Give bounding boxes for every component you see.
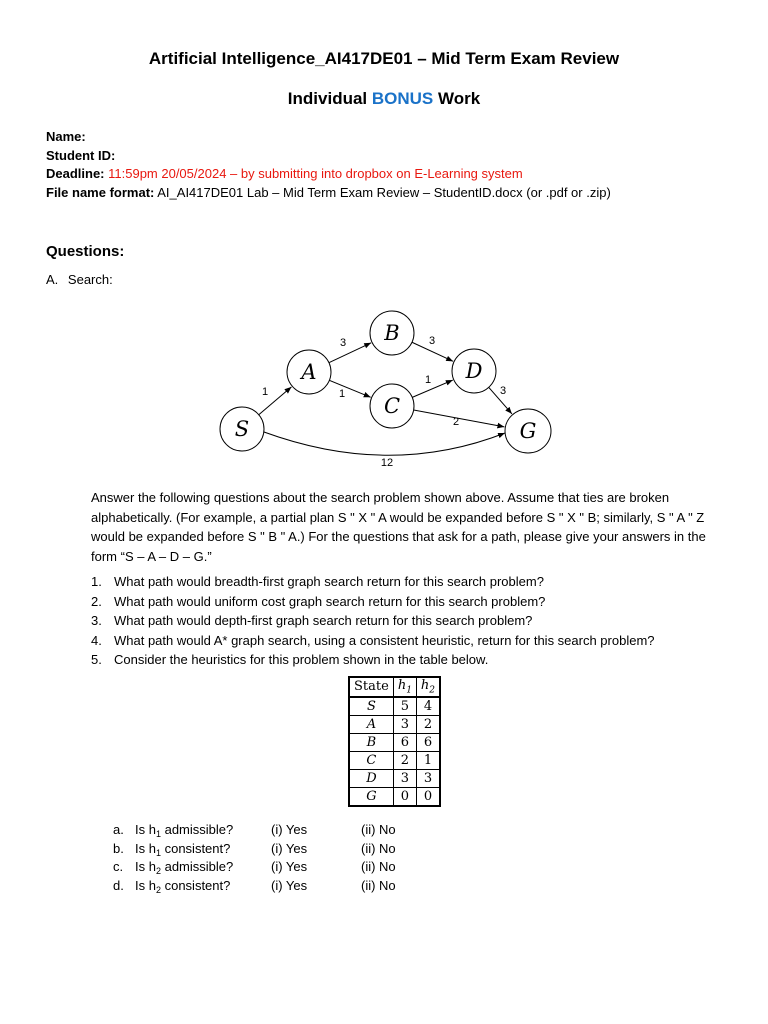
table-cell-value: 6 <box>416 733 440 751</box>
search-graph <box>0 0 768 500</box>
table-cell-state: C <box>349 751 393 769</box>
sub-question-pre: Is h <box>135 840 156 856</box>
node-label: G <box>519 419 537 443</box>
question-number: 5. <box>91 652 102 667</box>
graph-node-s <box>220 407 264 451</box>
edge-cost-label: 1 <box>338 388 346 400</box>
sub-question-post: consistent? <box>160 840 231 856</box>
sub-question-post: consistent? <box>160 877 231 893</box>
node-label: C <box>383 394 401 418</box>
table-row <box>349 733 440 751</box>
graph-edge-a-c <box>329 380 370 397</box>
filename-value: AI_AI417DE01 Lab – Mid Term Exam Review – StudentID.docx (or .pdf or .zip) <box>154 184 611 200</box>
sub-question-letter: d. <box>113 877 124 893</box>
graph-node-a <box>287 350 331 394</box>
list-item <box>91 631 731 651</box>
sub-question-pre: Is h <box>135 859 156 874</box>
edge-cost-label: 12 <box>380 457 394 469</box>
sub-question <box>113 841 421 860</box>
option-yes: (i) Yes <box>271 840 308 856</box>
table-cell-value: 5 <box>393 697 416 716</box>
subtitle-post: Work <box>433 89 481 108</box>
edge-cost-label: 1 <box>424 374 432 386</box>
subtitle-pre: Individual <box>287 89 372 108</box>
table-cell-value: 3 <box>393 715 416 733</box>
sub-question-list <box>113 822 421 896</box>
graph-edge-c-d <box>412 380 453 397</box>
graph-node-b <box>370 311 414 355</box>
sub-question-subscript: 1 <box>155 829 161 839</box>
sub-question <box>113 859 421 878</box>
sub-question-text <box>135 841 271 860</box>
graph-edge-s-g <box>264 432 505 455</box>
sub-question-post: admissible? <box>160 822 234 837</box>
question-text: What path would uniform cost graph search return for this search problem? <box>114 593 546 609</box>
node-label: B <box>384 321 400 345</box>
table-cell-value: 0 <box>416 787 440 806</box>
option-no: (ii) No <box>361 877 396 893</box>
list-item <box>91 572 731 592</box>
table-cell-value: 1 <box>416 751 440 769</box>
sub-question <box>113 822 421 841</box>
list-item <box>91 611 731 631</box>
deadline-label: Deadline: <box>46 166 105 181</box>
table-cell-state: A <box>349 715 393 733</box>
question-number: 1. <box>91 574 102 589</box>
node-label: S <box>234 417 250 441</box>
table-cell-value: 2 <box>416 715 440 733</box>
table-cell-state: S <box>349 697 393 716</box>
table-header-state: State <box>349 677 393 697</box>
edge-cost-label: 3 <box>339 337 347 349</box>
table-cell-value: 4 <box>416 697 440 716</box>
table-row <box>349 769 440 787</box>
question-text: What path would breadth-first graph search return for this search problem? <box>114 574 544 589</box>
sub-question-text <box>135 859 271 878</box>
sub-question-text <box>135 878 271 897</box>
subtitle-accent: BONUS <box>371 89 434 108</box>
graph-node-c <box>370 384 414 428</box>
edge-cost-label: 2 <box>452 416 460 428</box>
graph-edge-a-b <box>329 343 371 363</box>
list-item <box>91 592 731 612</box>
option-yes: (i) Yes <box>271 822 308 837</box>
table-cell-value: 2 <box>393 751 416 769</box>
table-cell-state: B <box>349 733 393 751</box>
question-list <box>91 572 731 670</box>
edge-cost-label: 1 <box>261 386 269 398</box>
table-cell-state: G <box>349 787 393 806</box>
table-cell-state: D <box>349 769 393 787</box>
option-yes: (i) Yes <box>271 877 308 893</box>
sub-question-pre: Is h <box>135 822 156 837</box>
section-a-label: Search: <box>67 272 113 287</box>
sub-question-subscript: 2 <box>155 884 161 895</box>
sub-question <box>113 878 421 897</box>
sub-question-letter: c. <box>113 859 124 874</box>
option-no: (ii) No <box>361 859 396 874</box>
intro-paragraph: Answer the following questions about the search problem shown above. Assume that ties are broken alphabetically. (For example, a partial plan S " X " A would be expanded before S " X " B; similarly, S " A " Z would be expanded before S " B " A.) For the questions that ask for a path, please give your answers in the form “S – A – D – G.” <box>91 490 706 564</box>
sub-question-text <box>135 822 271 841</box>
table-header-h1: $h_1$ <box>393 677 416 697</box>
heuristic-table <box>348 676 441 807</box>
table-cell-value: 6 <box>393 733 416 751</box>
sub-question-letter: a. <box>113 822 124 837</box>
option-no: (ii) No <box>361 822 396 837</box>
page-title: Artificial Intelligence_AI417DE01 – Mid Term Exam Review <box>148 49 620 68</box>
deadline-value: 11:59pm 20/05/2024 – by submitting into dropbox on E-Learning system <box>104 166 523 181</box>
sub-question-letter: b. <box>113 840 124 856</box>
table-cell-value: 3 <box>416 769 440 787</box>
node-label: A <box>301 360 317 384</box>
table-row <box>349 697 440 716</box>
graph-node-d <box>452 349 496 393</box>
table-cell-value: 3 <box>393 769 416 787</box>
name-label: Name: <box>46 129 86 144</box>
edge-cost-label: 3 <box>499 385 507 397</box>
option-yes: (i) Yes <box>271 859 308 874</box>
table-header-h2: $h_2$ <box>416 677 440 697</box>
table-row <box>349 715 440 733</box>
table-row <box>349 751 440 769</box>
edge-cost-label: 3 <box>428 335 436 347</box>
sub-question-subscript: 1 <box>155 847 161 858</box>
table-header-row <box>349 677 440 697</box>
student-id-label: Student ID: <box>46 147 116 163</box>
option-no: (ii) No <box>361 840 396 856</box>
question-number: 2. <box>91 593 102 609</box>
question-text: What path would A* graph search, using a consistent heuristic, return for this search problem? <box>114 632 655 648</box>
questions-heading: Questions: <box>46 243 125 260</box>
node-label: D <box>465 359 483 383</box>
question-text: Consider the heuristics for this problem shown in the table below. <box>114 652 489 667</box>
graph-node-g <box>505 409 551 453</box>
table-cell-value: 0 <box>393 787 416 806</box>
sub-question-pre: Is h <box>135 877 156 893</box>
list-item <box>91 650 731 670</box>
section-a-letter: A. <box>46 272 59 287</box>
question-text: What path would depth-first graph search return for this search problem? <box>114 613 533 628</box>
sub-question-post: admissible? <box>160 859 234 874</box>
filename-label: File name format: <box>46 184 155 200</box>
table-row <box>349 787 440 806</box>
question-number: 3. <box>91 613 102 628</box>
question-number: 4. <box>91 632 102 648</box>
sub-question-subscript: 2 <box>155 866 161 876</box>
